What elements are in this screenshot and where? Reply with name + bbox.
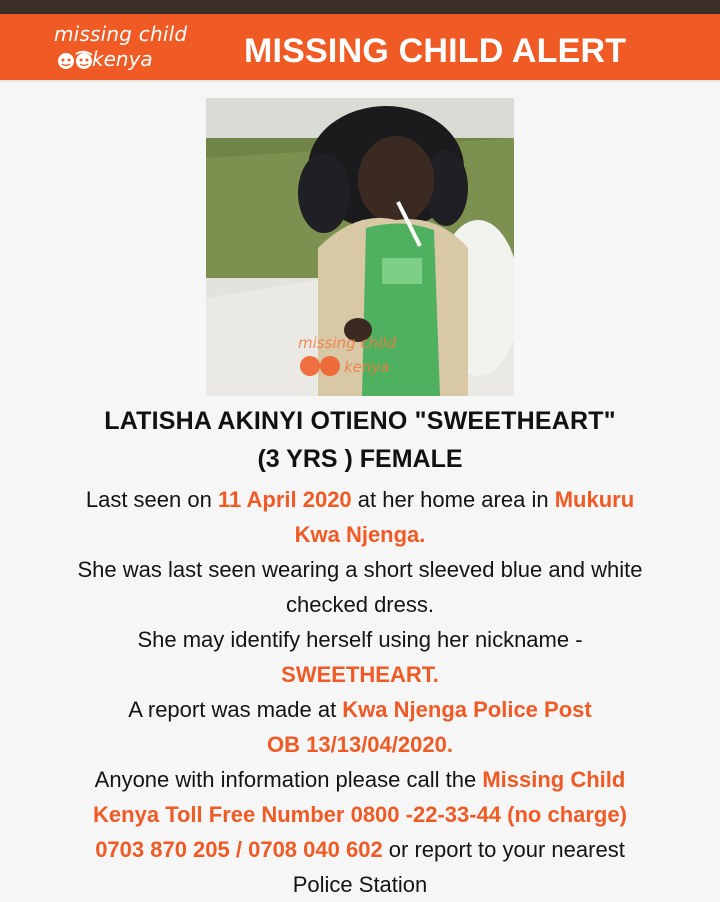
report-ob-number: OB 13/13/04/2020. — [267, 732, 453, 757]
report-line-1 — [0, 692, 720, 727]
call-outro: or report to your nearest — [382, 837, 625, 862]
last-seen-place-a: Mukuru — [554, 487, 635, 512]
call-phones: 0703 870 205 / 0708 040 602 — [95, 837, 383, 862]
last-seen-middle: at her home area in — [351, 487, 555, 512]
last-seen-place-b: Kwa Njenga. — [294, 522, 426, 547]
clothing-line-2: checked dress. — [286, 592, 434, 617]
logo-text-line2: kenya — [92, 47, 153, 71]
missing-child-photo — [206, 98, 514, 396]
call-line-1 — [0, 762, 720, 797]
logo-text-line1: missing child — [54, 22, 188, 46]
clothing-line-1: She was last seen wearing a short sleeved blue and white — [77, 557, 643, 582]
call-intro: Anyone with information please call the — [94, 767, 483, 792]
header-banner — [0, 14, 720, 82]
report-line-2 — [0, 727, 720, 762]
call-org-a: Missing Child — [482, 767, 626, 792]
child-age-gender: (3 YRS ) FEMALE — [257, 445, 463, 473]
call-line-4: Police Station — [292, 872, 428, 897]
alert-title: MISSING CHILD ALERT — [244, 32, 627, 70]
child-photo-illustration — [206, 98, 514, 396]
nickname: SWEETHEART. — [281, 662, 439, 687]
photo-watermark-line1: missing child — [298, 334, 396, 352]
last-seen-line-2 — [0, 517, 720, 552]
nickname-line — [0, 657, 720, 692]
report-intro: A report was made at — [128, 697, 343, 722]
nickname-intro: She may identify herself using her nickname - — [137, 627, 583, 652]
alert-body — [0, 398, 720, 902]
call-org-b: Kenya Toll Free Number 0800 -22-33-44 (no charge) — [93, 802, 627, 827]
last-seen-prefix: Last seen on — [85, 487, 218, 512]
call-line-3 — [0, 832, 720, 867]
last-seen-date: 11 April 2020 — [217, 487, 352, 512]
missing-child-kenya-logo — [40, 20, 190, 78]
call-line-2 — [0, 797, 720, 832]
photo-watermark-line2: kenya — [344, 358, 390, 376]
last-seen-line — [0, 482, 720, 517]
children-faces-icon — [56, 48, 94, 74]
report-station: Kwa Njenga Police Post — [342, 697, 592, 722]
top-strip — [0, 0, 720, 14]
child-name: LATISHA AKINYI OTIENO "SWEETHEART" — [104, 407, 616, 435]
